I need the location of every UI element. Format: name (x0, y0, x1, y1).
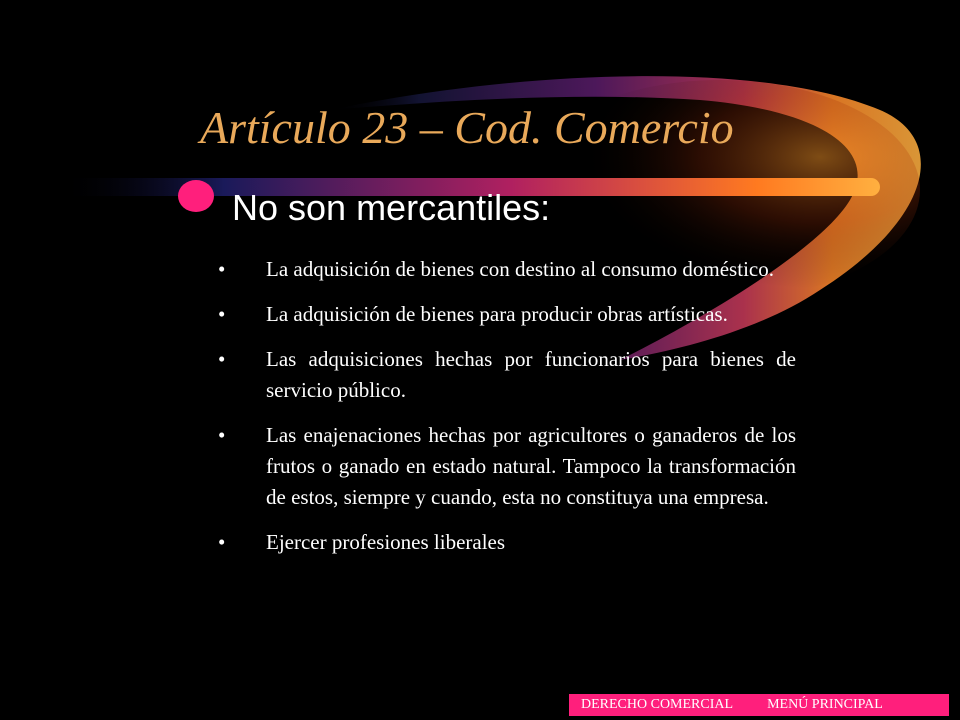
list-item-text: La adquisición de bienes para producir obras artísticas. (266, 302, 728, 326)
main-bullet-dot (178, 180, 214, 212)
list-item-text: La adquisición de bienes con destino al consumo doméstico. (266, 257, 774, 281)
list-item (212, 344, 796, 406)
list-item-text: Ejercer profesiones liberales (266, 530, 506, 554)
bullet-dot: • (218, 257, 226, 281)
bullet-dot: • (218, 423, 226, 447)
bullet-dot: • (218, 347, 226, 371)
list-item (212, 420, 796, 513)
bullet-dot: • (218, 530, 226, 554)
bullet-list (212, 254, 796, 572)
list-item (212, 299, 796, 330)
section-heading: No son mercantiles: (232, 187, 551, 228)
list-item-text: Las adquisiciones hechas por funcionarios para bienes de servicio público. (266, 347, 796, 402)
menu-principal-link[interactable]: MENÚ PRINCIPAL (767, 697, 883, 712)
list-item (212, 254, 796, 285)
list-item-text: Las enajenaciones hechas por agricultores o ganaderos de los frutos o ganado en estado natural. Tampoco la transformación de estos, siempre y cuando, esta no constituya una empresa. (266, 423, 796, 509)
footer-nav-bar (569, 694, 949, 716)
bullet-dot: • (218, 302, 226, 326)
list-item (212, 527, 796, 558)
derecho-comercial-link[interactable]: DERECHO COMERCIAL (581, 697, 734, 712)
slide-title: Artículo 23 – Cod. Comercio (200, 102, 734, 153)
